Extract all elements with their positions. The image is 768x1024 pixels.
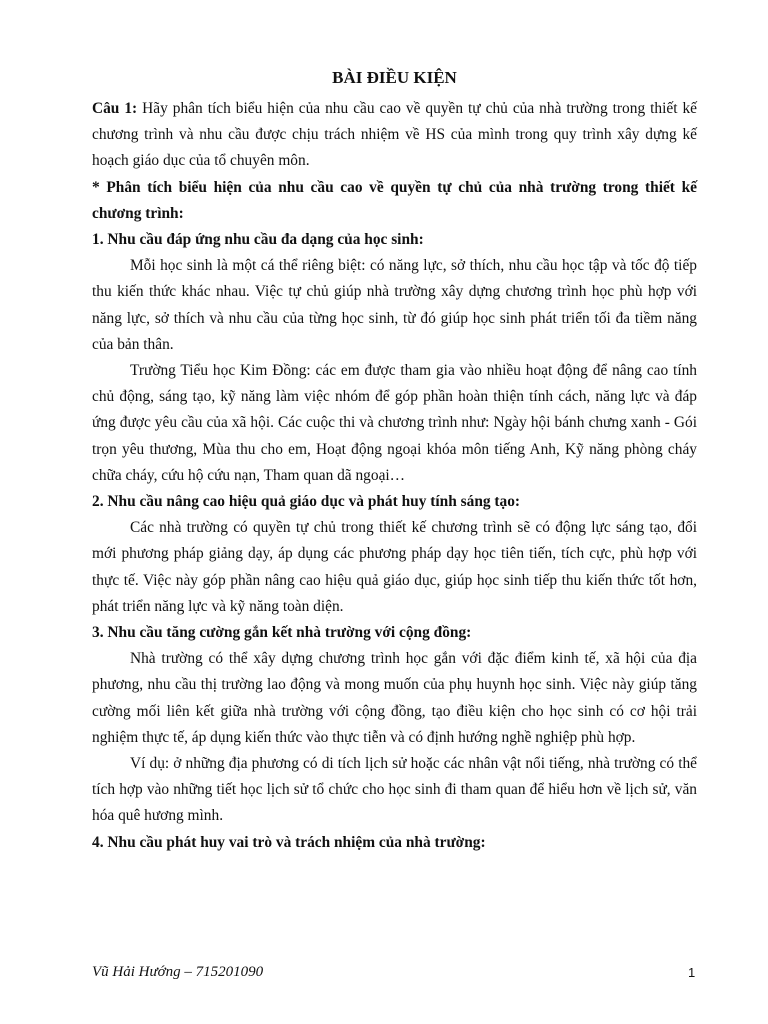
heading-4: 4. Nhu cầu phát huy vai trò và trách nhiệm của nhà trường: bbox=[92, 833, 486, 851]
document-title: BÀI ĐIỀU KIỆN bbox=[332, 68, 457, 87]
question-label: Câu 1: bbox=[92, 100, 138, 117]
page-number: 1 bbox=[688, 965, 696, 980]
paragraph-5: Ví dụ: ở những địa phương có di tích lịch sử hoặc các nhân vật nổi tiếng, nhà trường có thể tích hợp vào những tiết học lịch sử tổ chức cho học sinh đi tham quan để hiểu hơn về lịch sử, văn hóa quê hương mình. bbox=[92, 755, 697, 825]
section-heading: * Phân tích biểu hiện của nhu cầu cao về quyền tự chủ của nhà trường trong thiết kế chương trình: bbox=[92, 178, 697, 222]
paragraph-1: Mỗi học sinh là một cá thể riêng biệt: có năng lực, sở thích, nhu cầu học tập và tốc độ tiếp thu kiến thức khác nhau. Việc tự chủ giúp nhà trường xây dựng chương trình học phù hợp với năng lực, sở thích và nhu cầu của từng học sinh, từ đó giúp học sinh phát triển tối đa tiềm năng của bản thân. bbox=[92, 257, 697, 353]
question-text: Hãy phân tích biểu hiện của nhu cầu cao về quyền tự chủ của nhà trường trong thiết kế chương trình và nhu cầu được chịu trách nhiệm về HS của mình trong quy trình xây dựng kế hoạch giáo dục của tổ chuyên môn. bbox=[92, 100, 697, 170]
paragraph-2: Trường Tiểu học Kim Đồng: các em được tham gia vào nhiều hoạt động để nâng cao tính chủ động, sáng tạo, kỹ năng làm việc nhóm để góp phần hoàn thiện tính cách, năng lực và đáp ứng được yêu cầu của xã hội. Các cuộc thi và chương trình như: Ngày hội bánh chưng xanh - Gói trọn yêu thương, Mùa thu cho em, Hoạt động ngoại khóa môn tiếng Anh, Kỹ năng phòng cháy chữa cháy, cứu hộ cứu nạn, Tham quan dã ngoại… bbox=[92, 362, 697, 484]
heading-3: 3. Nhu cầu tăng cường gắn kết nhà trường với cộng đồng: bbox=[92, 624, 472, 642]
document-body bbox=[92, 64, 697, 856]
footer-author: Vũ Hải Hướng – 715201090 bbox=[92, 964, 264, 980]
heading-1: 1. Nhu cầu đáp ứng nhu cầu đa dạng của học sinh: bbox=[92, 231, 424, 249]
question-paragraph bbox=[92, 96, 697, 175]
heading-2: 2. Nhu cầu nâng cao hiệu quả giáo dục và phát huy tính sáng tạo: bbox=[92, 493, 521, 511]
paragraph-3: Các nhà trường có quyền tự chủ trong thiết kế chương trình sẽ có động lực sáng tạo, đổi mới phương pháp giảng dạy, áp dụng các phương pháp dạy học tiên tiến, tích cực, phù hợp với thực tế. Việc này góp phần nâng cao hiệu quả giáo dục, giúp học sinh tiếp thu kiến thức tốt hơn, phát triển năng lực và kỹ năng toàn diện. bbox=[92, 519, 697, 615]
paragraph-4: Nhà trường có thể xây dựng chương trình học gắn với đặc điểm kinh tế, xã hội của địa phương, nhu cầu thị trường lao động và mong muốn của phụ huynh học sinh. Việc này giúp tăng cường mối liên kết giữa nhà trường với cộng đồng, tạo điều kiện cho học sinh có cơ hội trải nghiệm thực tế, áp dụng kiến thức vào thực tiễn và có định hướng nghề nghiệp phù hợp. bbox=[92, 650, 697, 746]
